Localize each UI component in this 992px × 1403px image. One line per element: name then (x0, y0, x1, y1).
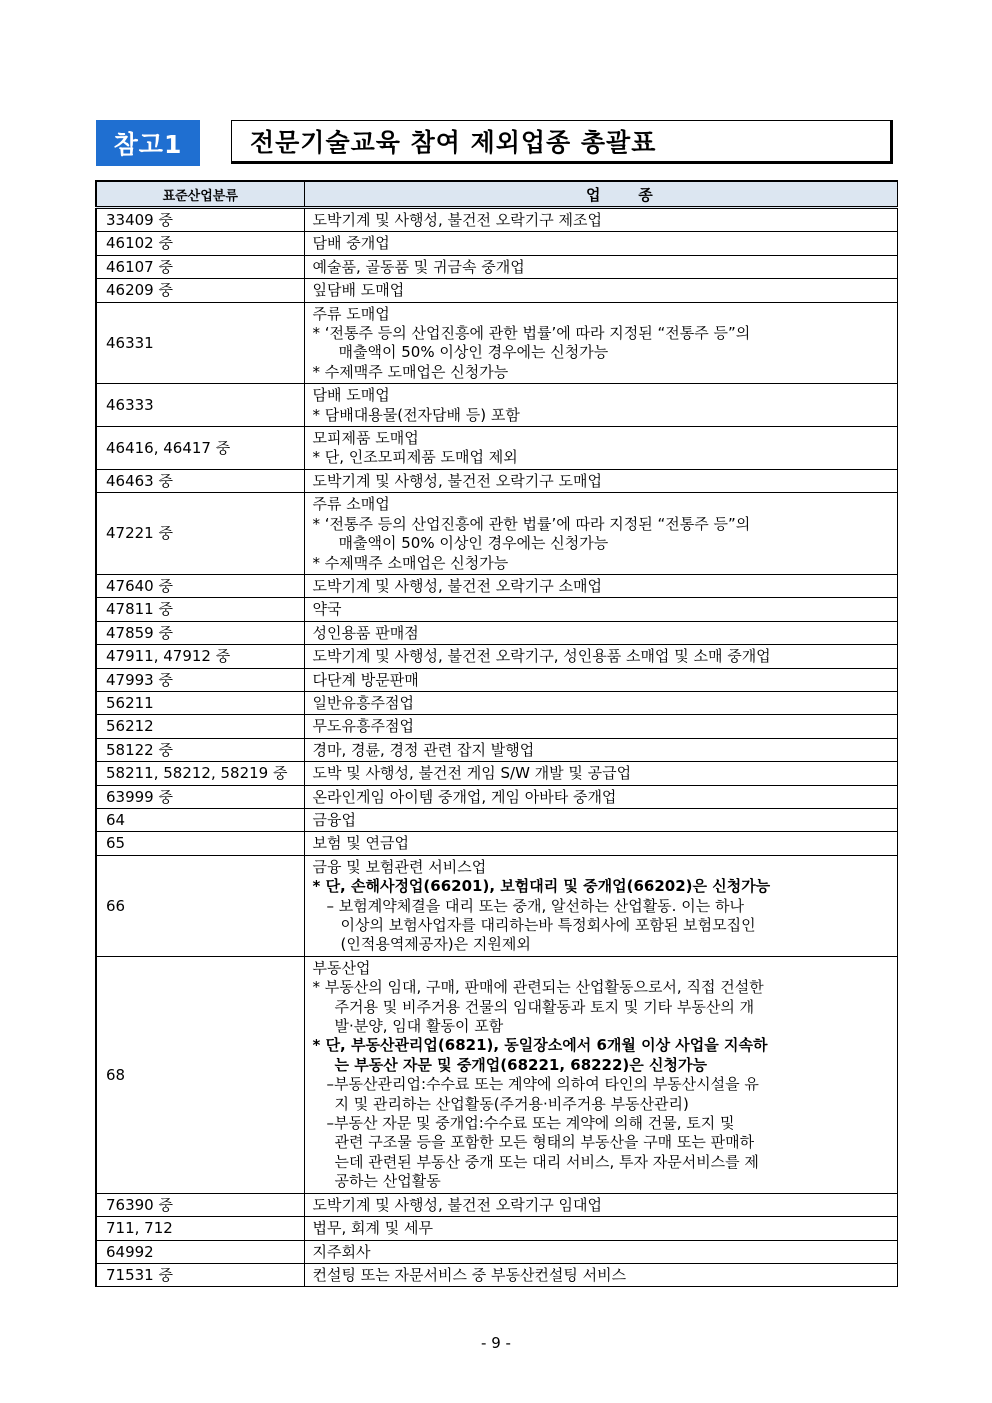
table-row (96, 956, 897, 1193)
column-header-classification: 표준산업분류 (96, 181, 304, 208)
industry-description-cell (304, 832, 897, 855)
description-line: 공하는 산업활동 (334, 1172, 441, 1191)
industry-code-cell: 46331 (96, 302, 304, 384)
industry-code-cell: 76390 중 (96, 1193, 304, 1216)
industry-description-cell (304, 691, 897, 714)
industry-code-cell: 68 (96, 956, 304, 1193)
industry-description-cell (304, 574, 897, 597)
description-line: 무도유흥주점업 (312, 717, 414, 736)
description-line: 매출액이 50% 이상인 경우에는 신청가능 (338, 343, 609, 362)
industry-description-cell (304, 208, 897, 232)
exclusion-industry-table (95, 180, 898, 1287)
industry-description-cell (304, 762, 897, 785)
industry-description-cell (304, 279, 897, 302)
industry-code-cell: 47221 중 (96, 493, 304, 575)
industry-code-cell: 46102 중 (96, 232, 304, 255)
industry-code-cell: 711, 712 (96, 1217, 304, 1240)
industry-code-cell: 47859 중 (96, 621, 304, 644)
table-row (96, 808, 897, 831)
table-row (96, 1193, 897, 1216)
description-line: * ‘전통주 등의 산업진흥에 관한 법률’에 따라 지정된 “전통주 등”의 (312, 324, 751, 343)
description-line: 도박기계 및 사행성, 불건전 오락기구 제조업 (312, 211, 602, 229)
table-row (96, 493, 897, 575)
table-row (96, 645, 897, 668)
table-row (96, 832, 897, 855)
description-line: 주류 도매업 (312, 304, 390, 323)
description-line: 잎담배 도매업 (312, 281, 405, 300)
industry-description-cell (304, 469, 897, 492)
description-line: * 담배대용물(전자담배 등) 포함 (312, 405, 520, 424)
description-line: – 보험계약체결을 대리 또는 중개, 알선하는 산업활동. 이는 하나 (326, 896, 744, 915)
description-line: 담배 도매업 (312, 386, 390, 405)
industry-code-cell: 66 (96, 855, 304, 956)
industry-description-cell (304, 1193, 897, 1216)
industry-code-cell: 47640 중 (96, 574, 304, 597)
table-row (96, 668, 897, 691)
industry-code-cell: 56211 (96, 691, 304, 714)
description-line: 컨설팅 또는 자문서비스 중 부동산컨설팅 서비스 (312, 1265, 627, 1284)
table-row (96, 279, 897, 302)
table-row (96, 785, 897, 808)
description-line: * 단, 손해사정업(66201), 보험대리 및 중개업(66202)은 신청가능 (312, 877, 771, 896)
industry-description-cell (304, 808, 897, 831)
table-row (96, 738, 897, 761)
description-line: 모피제품 도매업 (312, 429, 419, 448)
description-line: * 단, 인조모피제품 도매업 제외 (312, 448, 518, 467)
table-row (96, 715, 897, 738)
description-line: 관련 구조물 등을 포함한 모든 형태의 부동산을 구매 또는 판매하 (334, 1133, 755, 1152)
table-row (96, 302, 897, 384)
industry-description-cell (304, 384, 897, 427)
industry-code-cell: 56212 (96, 715, 304, 738)
reference-badge: 참고1 (96, 120, 200, 166)
description-line: 도박기계 및 사행성, 불건전 오락기구 소매업 (312, 576, 602, 595)
industry-code-cell: 46107 중 (96, 255, 304, 278)
description-line: –부동산 자문 및 중개업:수수료 또는 계약에 의해 건물, 토지 및 (326, 1114, 735, 1133)
industry-description-cell (304, 1263, 897, 1286)
industry-description-cell (304, 645, 897, 668)
industry-description-cell (304, 738, 897, 761)
industry-code-cell: 65 (96, 832, 304, 855)
description-line: 약국 (312, 600, 342, 619)
industry-description-cell (304, 255, 897, 278)
table-row (96, 427, 897, 470)
industry-description-cell (304, 427, 897, 470)
industry-code-cell: 47993 중 (96, 668, 304, 691)
industry-code-cell: 47911, 47912 중 (96, 645, 304, 668)
description-line: 금융 및 보험관련 서비스업 (312, 857, 487, 876)
table-row (96, 1217, 897, 1240)
table-row (96, 208, 897, 232)
description-line: 일반유흥주점업 (312, 693, 414, 712)
description-line: 성인용품 판매점 (312, 623, 419, 642)
description-line: * 단, 부동산관리업(6821), 동일장소에서 6개월 이상 사업을 지속하 (312, 1036, 768, 1055)
description-line: 지주회사 (312, 1242, 371, 1261)
description-line: –부동산관리업:수수료 또는 계약에 의하여 타인의 부동산시설을 유 (326, 1075, 759, 1094)
table-row (96, 691, 897, 714)
industry-description-cell (304, 302, 897, 384)
description-line: 도박기계 및 사행성, 불건전 오락기구 임대업 (312, 1195, 602, 1214)
table-header-row (96, 181, 897, 208)
description-line: 이상의 보험사업자를 대리하는바 특정회사에 포함된 보험모집인 (340, 916, 756, 934)
description-line: 법무, 회계 및 세무 (312, 1219, 434, 1238)
description-line: 는 부동산 자문 및 중개업(68221, 68222)은 신청가능 (334, 1055, 707, 1074)
industry-code-cell: 46463 중 (96, 469, 304, 492)
table-row (96, 1263, 897, 1286)
description-line: 도박기계 및 사행성, 불건전 오락기구, 성인용품 소매업 및 소매 중개업 (312, 647, 771, 666)
table-row (96, 255, 897, 278)
description-line: 경마, 경륜, 경정 관련 잡지 발행업 (312, 740, 535, 759)
industry-description-cell (304, 1217, 897, 1240)
column-header-industry (304, 181, 897, 208)
industry-code-cell: 64992 (96, 1240, 304, 1263)
industry-code-cell: 46333 (96, 384, 304, 427)
industry-description-cell (304, 598, 897, 621)
column-header-industry-a: 업 (586, 185, 601, 204)
description-line: 는데 관련된 부동산 중개 또는 대리 서비스, 투자 자문서비스를 제 (334, 1152, 759, 1171)
description-line: 지 및 관리하는 산업활동(주거용·비주거용 부동산관리) (334, 1094, 689, 1113)
industry-code-cell: 63999 중 (96, 785, 304, 808)
industry-description-cell (304, 232, 897, 255)
table-row (96, 1240, 897, 1263)
industry-code-cell: 71531 중 (96, 1263, 304, 1286)
industry-description-cell (304, 956, 897, 1193)
table-row (96, 384, 897, 427)
table-row (96, 855, 897, 956)
description-line: 발·분양, 임대 활동이 포함 (334, 1017, 504, 1036)
description-line: * ‘전통주 등의 산업진흥에 관한 법률’에 따라 지정된 “전통주 등”의 (312, 514, 751, 533)
description-line: 다단계 방문판매 (312, 670, 419, 689)
page-number: - 9 - (481, 1334, 511, 1352)
description-line: * 부동산의 임대, 구매, 판매에 관련되는 산업활동으로서, 직접 건설한 (312, 978, 764, 997)
description-line: 매출액이 50% 이상인 경우에는 신청가능 (338, 534, 609, 553)
description-line: (인적용역제공자)은 지원제외 (340, 935, 531, 954)
description-line: 도박기계 및 사행성, 불건전 오락기구 도매업 (312, 471, 602, 490)
industry-description-cell (304, 621, 897, 644)
industry-code-cell: 46209 중 (96, 279, 304, 302)
page-title: 전문기술교육 참여 제외업종 총괄표 (231, 120, 893, 164)
industry-description-cell (304, 1240, 897, 1263)
industry-description-cell (304, 715, 897, 738)
industry-code-cell: 58122 중 (96, 738, 304, 761)
description-line: 도박 및 사행성, 불건전 게임 S/W 개발 및 공급업 (312, 764, 632, 783)
description-line: * 수제맥주 도매업은 신청가능 (312, 362, 509, 381)
description-line: 주거용 및 비주거용 건물의 임대활동과 토지 및 기타 부동산의 개 (334, 997, 755, 1016)
description-line: * 수제맥주 소매업은 신청가능 (312, 553, 509, 572)
table-row (96, 469, 897, 492)
industry-code-cell: 47811 중 (96, 598, 304, 621)
table-row (96, 762, 897, 785)
industry-code-cell: 46416, 46417 중 (96, 427, 304, 470)
table-row (96, 598, 897, 621)
description-line: 담배 중개업 (312, 234, 390, 253)
table-body (96, 208, 897, 1287)
description-line: 온라인게임 아이템 중개업, 게임 아바타 중개업 (312, 787, 617, 806)
description-line: 금융업 (312, 810, 356, 829)
table-row (96, 621, 897, 644)
table-row (96, 574, 897, 597)
industry-description-cell (304, 493, 897, 575)
description-line: 부동산업 (312, 958, 371, 977)
industry-description-cell (304, 855, 897, 956)
industry-description-cell (304, 785, 897, 808)
industry-code-cell: 64 (96, 808, 304, 831)
industry-code-cell: 58211, 58212, 58219 중 (96, 762, 304, 785)
column-header-industry-b: 종 (638, 185, 653, 204)
industry-description-cell (304, 668, 897, 691)
table-row (96, 232, 897, 255)
description-line: 주류 소매업 (312, 495, 390, 514)
description-line: 예술품, 골동품 및 귀금속 중개업 (312, 257, 525, 276)
description-line: 보험 및 연금업 (312, 834, 409, 853)
industry-code-cell: 33409 중 (96, 208, 304, 232)
